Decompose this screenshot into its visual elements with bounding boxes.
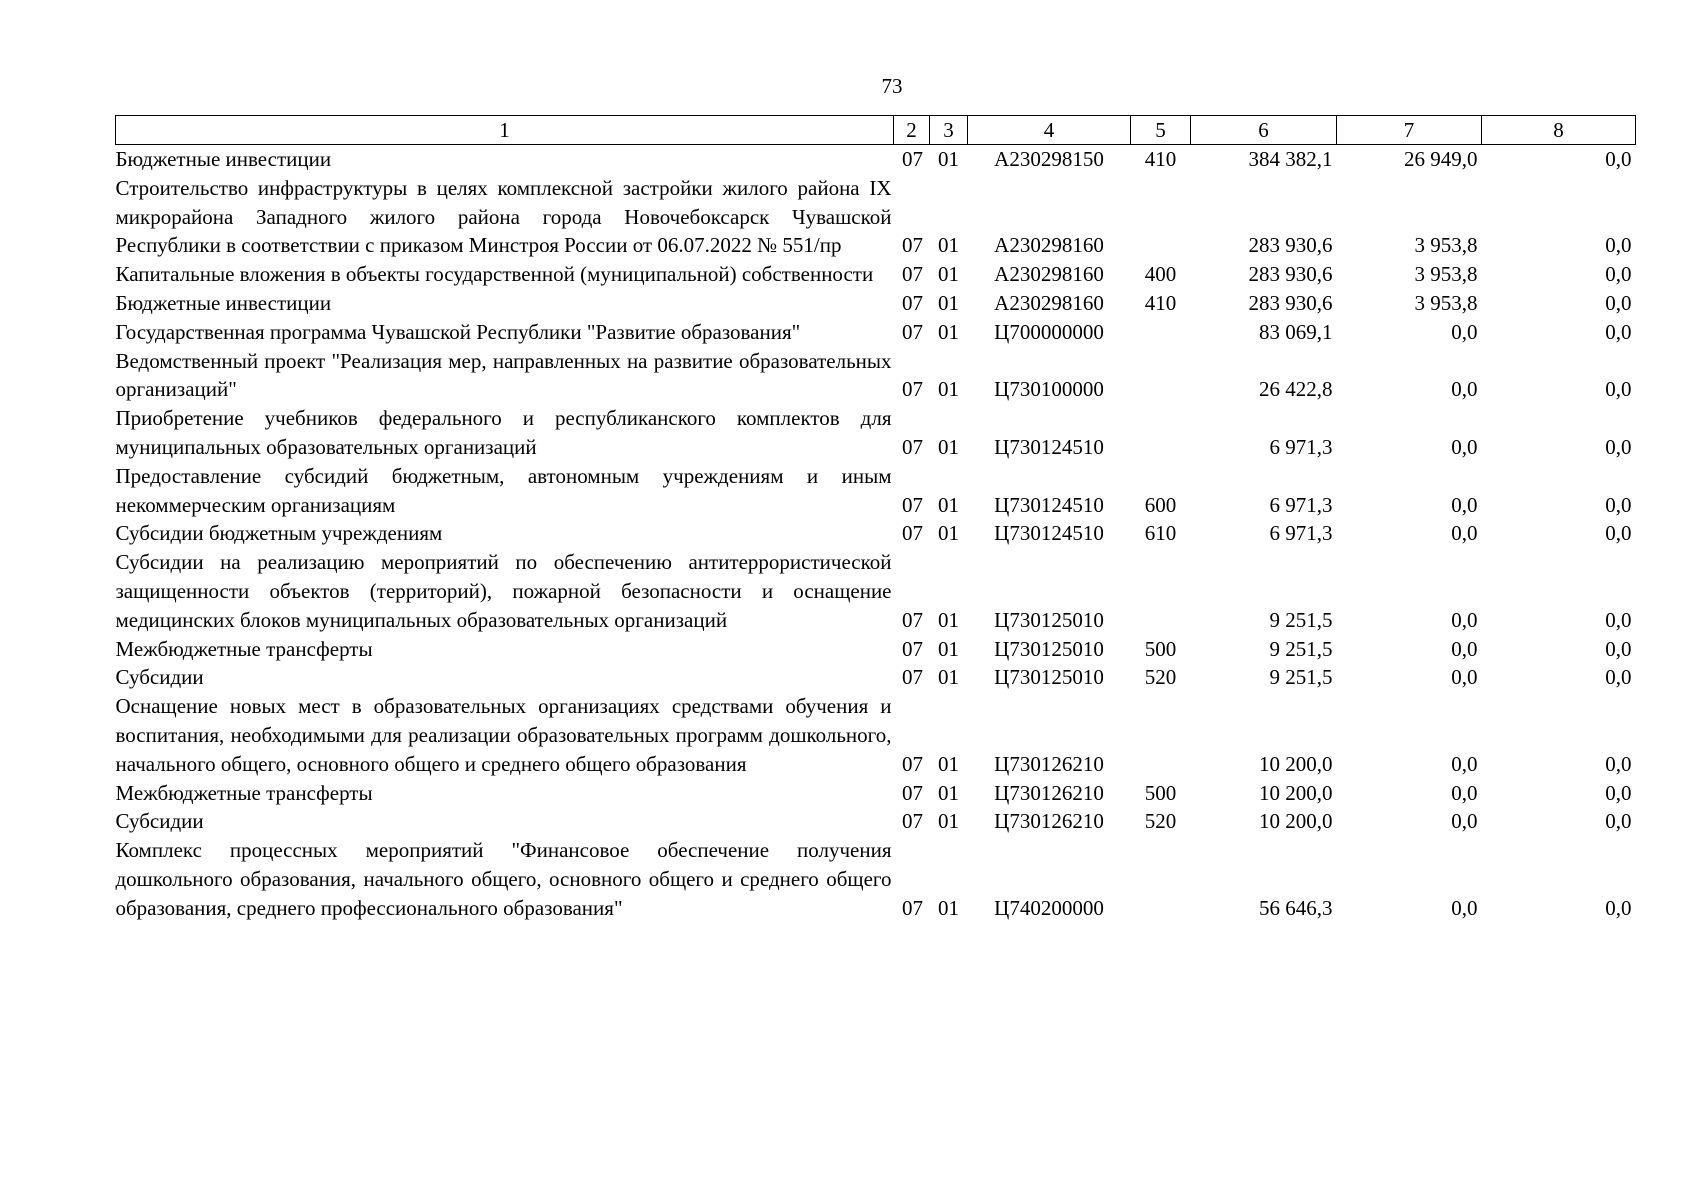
table-row	[116, 548, 1636, 634]
column-header-2: 2	[894, 116, 930, 145]
amount-col-8: 0,0	[1605, 147, 1632, 171]
subsection-code: 01	[938, 147, 959, 171]
expense-type-code: 410	[1144, 290, 1177, 315]
target-article-code: Ц730100000	[994, 377, 1104, 402]
table-row	[116, 404, 1636, 462]
target-article-code: Ц730124510	[994, 521, 1104, 546]
column-header-5: 5	[1131, 116, 1191, 145]
row-name: Бюджетные инвестиции	[115, 147, 332, 171]
amount-col-7: 0,0	[1451, 521, 1478, 546]
target-article-code: А230298150	[994, 147, 1104, 171]
target-article-code: Ц730125010	[994, 636, 1104, 661]
amount-col-8: 0,0	[1605, 492, 1632, 517]
amount-col-7: 0,0	[1451, 377, 1478, 402]
section-code: 07	[902, 262, 923, 287]
amount-col-6: 83 069,1	[1259, 319, 1333, 344]
target-article-code: Ц740200000	[994, 895, 1104, 920]
table-row	[116, 836, 1636, 922]
target-article-code: А230298160	[994, 290, 1104, 315]
subsection-code: 01	[938, 233, 959, 258]
table-row	[116, 807, 1636, 836]
section-code: 07	[902, 492, 923, 517]
row-name: Капитальные вложения в объекты государственной (муниципальной) собственности	[115, 262, 874, 287]
table-row	[116, 779, 1636, 808]
amount-col-6: 283 930,6	[1248, 233, 1333, 258]
table-header	[116, 116, 1636, 145]
column-header-1: 1	[116, 116, 894, 145]
amount-col-8: 0,0	[1605, 751, 1632, 776]
target-article-code: Ц730126210	[994, 751, 1104, 776]
section-code: 07	[902, 521, 923, 546]
row-name: Субсидии	[115, 665, 204, 690]
section-code: 07	[902, 665, 923, 690]
expense-type-code: 610	[1144, 521, 1177, 546]
row-name: Строительство инфраструктуры в целях комплексной застройки жилого района IX микрорайона Западного жилого района города Новочебоксарск Чувашской Республики в соответствии с приказом Минстроя России от 06.07.2022 № 551/пр	[115, 175, 892, 258]
row-name: Ведомственный проект "Реализация мер, направленных на развитие образовательных организаций"	[115, 348, 892, 402]
table-row	[116, 635, 1636, 664]
target-article-code: А230298160	[994, 233, 1104, 258]
amount-col-7: 0,0	[1451, 895, 1478, 920]
table-body	[116, 145, 1636, 923]
amount-col-8: 0,0	[1605, 319, 1632, 344]
subsection-code: 01	[938, 665, 959, 690]
row-name: Комплекс процессных мероприятий "Финансовое обеспечение получения дошкольного образования, начального общего, основного общего и среднего общего образования, среднего профессионального образования"	[115, 838, 892, 920]
expense-type-code: 520	[1144, 809, 1177, 834]
subsection-code: 01	[938, 290, 959, 315]
expense-type-code: 500	[1144, 636, 1177, 661]
row-name: Государственная программа Чувашской Республики "Развитие образования"	[115, 319, 801, 344]
amount-col-8: 0,0	[1605, 607, 1632, 632]
amount-col-6: 9 251,5	[1269, 665, 1333, 690]
amount-col-7: 0,0	[1451, 607, 1478, 632]
target-article-code: Ц730125010	[994, 665, 1104, 690]
amount-col-8: 0,0	[1605, 521, 1632, 546]
section-code: 07	[902, 751, 923, 776]
section-code: 07	[902, 636, 923, 661]
amount-col-8: 0,0	[1605, 895, 1632, 920]
amount-col-7: 0,0	[1451, 665, 1478, 690]
subsection-code: 01	[938, 636, 959, 661]
subsection-code: 01	[938, 809, 959, 834]
section-code: 07	[902, 607, 923, 632]
amount-col-6: 26 422,8	[1259, 377, 1333, 402]
table-row	[116, 462, 1636, 520]
table-row	[116, 318, 1636, 347]
amount-col-8: 0,0	[1605, 262, 1632, 287]
row-name: Субсидии на реализацию мероприятий по обеспечению антитеррористической защищенности объектов (территорий), пожарной безопасности и оснащение медицинских блоков муниципальных образовательных организаций	[115, 550, 892, 632]
subsection-code: 01	[938, 262, 959, 287]
amount-col-7: 3 953,8	[1414, 233, 1478, 258]
amount-col-6: 6 971,3	[1269, 434, 1333, 459]
amount-col-7: 0,0	[1451, 636, 1478, 661]
expense-type-code: 520	[1144, 665, 1177, 690]
row-name: Субсидии бюджетным учреждениям	[115, 521, 443, 546]
expense-type-code	[1131, 404, 1191, 462]
subsection-code: 01	[938, 377, 959, 402]
column-header-6: 6	[1191, 116, 1337, 145]
row-name: Бюджетные инвестиции	[115, 290, 332, 315]
amount-col-6: 283 930,6	[1248, 290, 1333, 315]
expense-type-code: 410	[1144, 147, 1177, 171]
amount-col-6: 9 251,5	[1269, 607, 1333, 632]
target-article-code: Ц730124510	[994, 492, 1104, 517]
column-header-8: 8	[1482, 116, 1636, 145]
amount-col-7: 3 953,8	[1414, 262, 1478, 287]
section-code: 07	[902, 147, 923, 171]
subsection-code: 01	[938, 895, 959, 920]
amount-col-8: 0,0	[1605, 377, 1632, 402]
amount-col-8: 0,0	[1605, 809, 1632, 834]
amount-col-6: 9 251,5	[1269, 636, 1333, 661]
table-row	[116, 289, 1636, 318]
page-number: 73	[881, 74, 903, 98]
section-code: 07	[902, 780, 923, 805]
subsection-code: 01	[938, 607, 959, 632]
row-name: Межбюджетные трансферты	[115, 780, 373, 805]
amount-col-7: 0,0	[1451, 434, 1478, 459]
amount-col-6: 6 971,3	[1269, 521, 1333, 546]
table-row	[116, 174, 1636, 260]
subsection-code: 01	[938, 751, 959, 776]
target-article-code: Ц700000000	[994, 319, 1104, 344]
amount-col-8: 0,0	[1605, 665, 1632, 690]
section-code: 07	[902, 377, 923, 402]
section-code: 07	[902, 895, 923, 920]
row-name: Предоставление субсидий бюджетным, автономным учреждениям и иным некоммерческим организациям	[115, 463, 892, 517]
amount-col-7: 0,0	[1451, 751, 1478, 776]
target-article-code: Ц730126210	[994, 780, 1104, 805]
amount-col-6: 6 971,3	[1269, 492, 1333, 517]
table-row	[116, 663, 1636, 692]
amount-col-8: 0,0	[1605, 780, 1632, 805]
expense-type-code	[1131, 548, 1191, 634]
section-code: 07	[902, 319, 923, 344]
amount-col-7: 3 953,8	[1414, 290, 1478, 315]
row-name: Приобретение учебников федерального и республиканского комплектов для муниципальных образовательных организаций	[115, 406, 892, 459]
subsection-code: 01	[938, 319, 959, 344]
column-header-7: 7	[1337, 116, 1482, 145]
expense-type-code: 600	[1144, 492, 1177, 517]
target-article-code: Ц730126210	[994, 809, 1104, 834]
subsection-code: 01	[938, 521, 959, 546]
table-row	[116, 692, 1636, 778]
column-header-4: 4	[968, 116, 1131, 145]
amount-col-6: 283 930,6	[1248, 262, 1333, 287]
table-row	[116, 347, 1636, 405]
amount-col-7: 26 949,0	[1404, 147, 1478, 171]
amount-col-7: 0,0	[1451, 492, 1478, 517]
row-name: Межбюджетные трансферты	[115, 636, 373, 661]
amount-col-8: 0,0	[1605, 434, 1632, 459]
amount-col-6: 10 200,0	[1259, 809, 1333, 834]
section-code: 07	[902, 809, 923, 834]
section-code: 07	[902, 233, 923, 258]
amount-col-8: 0,0	[1605, 290, 1632, 315]
expense-type-code	[1131, 347, 1191, 405]
section-code: 07	[902, 290, 923, 315]
expense-type-code: 500	[1144, 780, 1177, 805]
amount-col-6: 56 646,3	[1259, 895, 1333, 920]
subsection-code: 01	[938, 492, 959, 517]
expense-type-code: 400	[1144, 262, 1177, 287]
subsection-code: 01	[938, 434, 959, 459]
row-name: Субсидии	[115, 809, 204, 834]
table-row	[116, 145, 1636, 174]
target-article-code: Ц730124510	[994, 434, 1104, 459]
amount-col-8: 0,0	[1605, 233, 1632, 258]
header-row	[116, 116, 1636, 145]
expense-type-code	[1131, 836, 1191, 922]
amount-col-7: 0,0	[1451, 809, 1478, 834]
target-article-code: Ц730125010	[994, 607, 1104, 632]
amount-col-8: 0,0	[1605, 636, 1632, 661]
budget-table	[115, 115, 1636, 923]
amount-col-6: 384 382,1	[1248, 147, 1333, 171]
amount-col-7: 0,0	[1451, 780, 1478, 805]
target-article-code: А230298160	[994, 262, 1104, 287]
expense-type-code	[1131, 174, 1191, 260]
amount-col-6: 10 200,0	[1259, 751, 1333, 776]
subsection-code: 01	[938, 780, 959, 805]
row-name: Оснащение новых мест в образовательных организациях средствами обучения и воспитания, необходимыми для реализации образовательных программ дошкольного, начального общего, основного общего и среднего общего образования	[115, 694, 892, 776]
column-header-3: 3	[930, 116, 968, 145]
amount-col-6: 10 200,0	[1259, 780, 1333, 805]
section-code: 07	[902, 434, 923, 459]
expense-type-code	[1131, 692, 1191, 778]
table-row	[116, 260, 1636, 289]
table-row	[116, 519, 1636, 548]
expense-type-code	[1131, 318, 1191, 347]
amount-col-7: 0,0	[1451, 319, 1478, 344]
